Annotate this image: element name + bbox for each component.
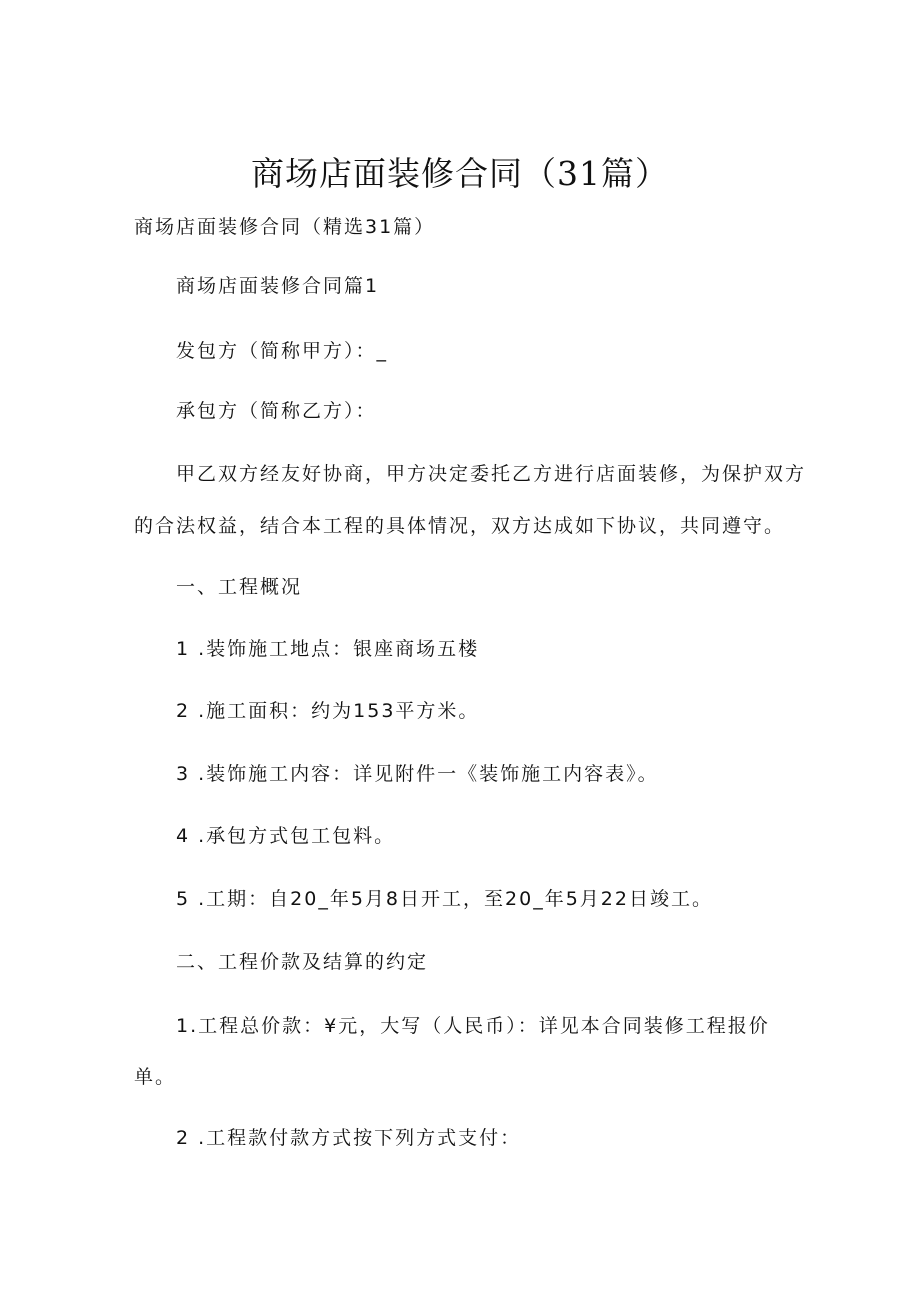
- section-1-item: 1 .装饰施工地点：银座商场五楼: [176, 638, 480, 660]
- section-2-item-1-line-1: 1.工程总价款：¥元，大写（人民币）：详见本合同装修工程报价: [176, 1015, 770, 1037]
- section-1-heading: 一、工程概况: [176, 576, 303, 598]
- section-2-heading: 二、工程价款及结算的约定: [176, 951, 429, 973]
- intro-paragraph-line-2: 的合法权益，结合本工程的具体情况，双方达成如下协议，共同遵守。: [134, 515, 786, 537]
- intro-paragraph-line-1: 甲乙双方经友好协商，甲方决定委托乙方进行店面装修，为保护双方: [176, 463, 807, 485]
- party-b-line: 承包方（简称乙方）：: [176, 400, 377, 422]
- document-title: 商场店面装修合同（31篇）: [251, 154, 669, 193]
- section-heading: 商场店面装修合同篇1: [176, 275, 380, 297]
- section-1-item: 3 .装饰施工内容：详见附件一《装饰施工内容表》。: [176, 763, 659, 785]
- party-a-line: 发包方（简称甲方）：_: [176, 340, 389, 362]
- document-subtitle: 商场店面装修合同（精选31篇）: [134, 216, 436, 238]
- section-1-item: 5 .工期：自20_年5月8日开工，至20_年5月22日竣工。: [176, 888, 713, 910]
- section-1-item: 4 .承包方式包工包料。: [176, 825, 396, 847]
- section-2-item-1-line-2: 单。: [134, 1066, 177, 1088]
- section-2-item-2: 2 .工程款付款方式按下列方式支付：: [176, 1127, 522, 1149]
- section-1-item: 2 .施工面积：约为153平方米。: [176, 700, 480, 722]
